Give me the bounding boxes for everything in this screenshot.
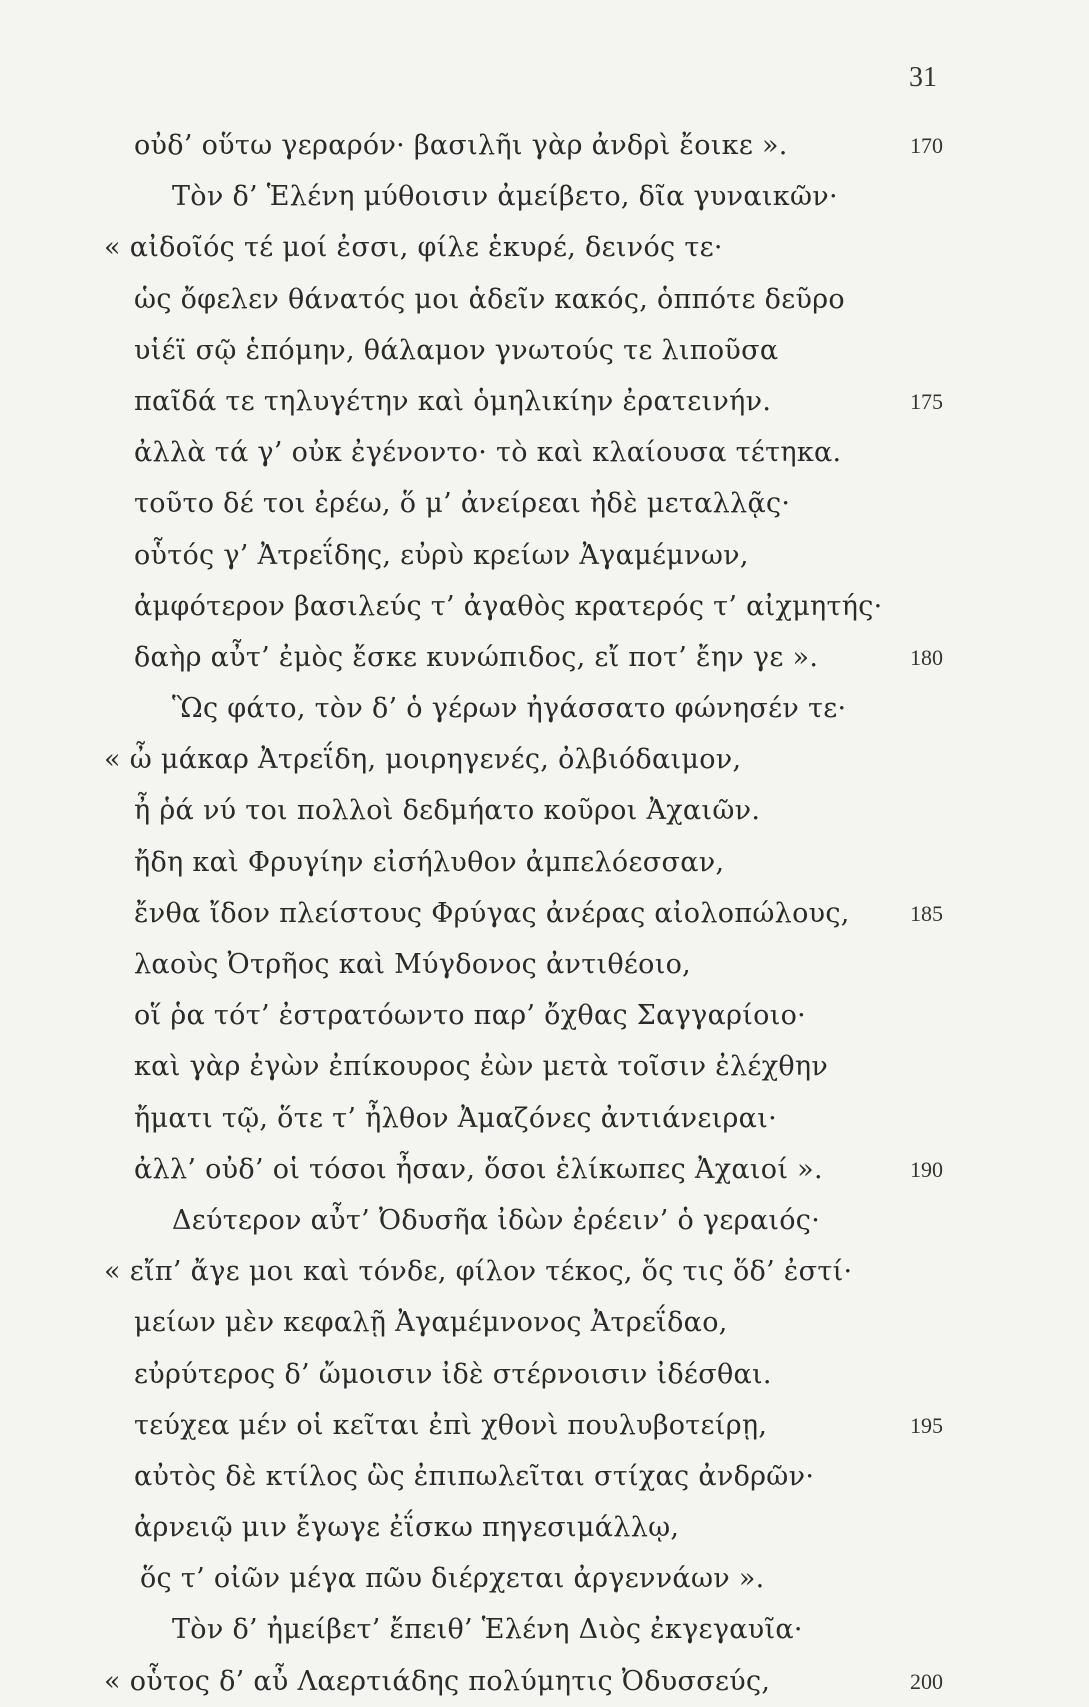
verse-line xyxy=(0,837,1089,888)
verse-line xyxy=(0,1502,1089,1553)
verse-line xyxy=(0,632,1089,683)
verse-line-text: ἀλλ’ οὐδ’ οἱ τόσοι ἦσαν, ὅσοι ἑλίκωπες Ἀχαιοί ». xyxy=(134,1153,823,1185)
verse-line xyxy=(0,1604,1089,1655)
verse-line-number: 170 xyxy=(910,133,943,158)
verse-line-text: ἀμφότερον βασιλεύς τ’ ἀγαθὸς κρατερός τ’ αἰχμητής· xyxy=(134,590,883,622)
verse-line xyxy=(0,683,1089,734)
verse-line xyxy=(0,1400,1089,1451)
verse-line-number: 200 xyxy=(910,1668,943,1694)
verse-line-text: δαὴρ αὖτ’ ἐμὸς ἔσκε κυνώπιδος, εἴ ποτ’ ἔην γε ». xyxy=(134,641,819,673)
verse-line-text: « εἴπ’ ἄγε μοι καὶ τόνδε, φίλον τέκος, ὅς τις ὅδ’ ἐστί· xyxy=(104,1256,853,1288)
verse-line-text: καὶ γὰρ ἐγὼν ἐπίκουρος ἐὼν μετὰ τοῖσιν ἐλέχθην xyxy=(134,1051,829,1083)
verse-line-text: « οὗτος δ’ αὖ Λαερτιάδης πολύμητις Ὀδυσσεύς, xyxy=(104,1665,771,1697)
verse-line xyxy=(0,325,1089,376)
verse-block xyxy=(0,120,1089,1707)
verse-line-text: οἵ ῥα τότ’ ἐστρατόωντο παρ’ ὄχθας Σαγγαρίοιο· xyxy=(134,1000,807,1032)
verse-line xyxy=(0,734,1089,785)
verse-line xyxy=(0,785,1089,836)
verse-line-text: υἱέϊ σῷ ἑπόμην, θάλαμον γνωτούς τε λιποῦσα xyxy=(134,334,779,366)
verse-line xyxy=(0,990,1089,1041)
verse-line-text: Ὣς φάτο, τὸν δ’ ὁ γέρων ἠγάσσατο φώνησέν τε· xyxy=(172,693,847,725)
verse-line xyxy=(0,939,1089,990)
verse-line xyxy=(0,1656,1089,1707)
verse-line-text: ἀλλὰ τά γ’ οὐκ ἐγένοντο· τὸ καὶ κλαίουσα τέτηκα. xyxy=(134,437,842,469)
verse-line xyxy=(0,274,1089,325)
verse-line xyxy=(0,888,1089,939)
verse-line xyxy=(0,1349,1089,1400)
verse-line xyxy=(0,1451,1089,1502)
verse-line-text: λαοὺς Ὀτρῆος καὶ Μύγδονος ἀντιθέοιο, xyxy=(134,949,692,980)
verse-line-text: Τὸν δ’ ἠμείβετ’ ἔπειθ’ Ἑλένη Διὸς ἐκγεγαυῖα· xyxy=(172,1614,803,1646)
verse-line xyxy=(0,120,1089,171)
verse-line-number: 175 xyxy=(910,388,943,414)
verse-line-text: ἤδη καὶ Φρυγίην εἰσήλυθον ἀμπελόεσσαν, xyxy=(134,846,725,878)
verse-line xyxy=(0,171,1089,222)
page-number: 31 xyxy=(909,62,937,93)
verse-line-text: εὐρύτερος δ’ ὤμοισιν ἰδὲ στέρνοισιν ἰδέσθαι. xyxy=(134,1358,772,1390)
verse-line-text: ἦ ῥά νύ τοι πολλοὶ δεδμήατο κοῦροι Ἀχαιῶν. xyxy=(134,795,761,827)
verse-line xyxy=(0,1195,1089,1246)
verse-line xyxy=(0,530,1089,581)
verse-line-number: 190 xyxy=(910,1156,943,1182)
verse-line xyxy=(0,478,1089,529)
verse-line-text: τεύχεα μέν οἱ κεῖται ἐπὶ χθονὶ πουλυβοτείρῃ, xyxy=(134,1409,768,1441)
verse-line-text: « ὦ μάκαρ Ἀτρεΐδη, μοιρηγενές, ὀλβιόδαιμον, xyxy=(104,744,742,776)
verse-line xyxy=(0,1093,1089,1144)
verse-line-number: 185 xyxy=(910,900,943,926)
verse-line-text: οὗτός γ’ Ἀτρεΐδης, εὐρὺ κρείων Ἀγαμέμνων, xyxy=(134,539,749,571)
verse-line xyxy=(0,1041,1089,1092)
verse-line-text: ἔνθα ἴδον πλείστους Φρύγας ἀνέρας αἰολοπώλους, xyxy=(134,897,850,929)
verse-line xyxy=(0,581,1089,632)
verse-line xyxy=(0,1246,1089,1297)
verse-line xyxy=(0,376,1089,427)
verse-line-text: ἤματι τῷ, ὅτε τ’ ἦλθον Ἀμαζόνες ἀντιάνειραι· xyxy=(134,1102,777,1134)
verse-line-text: αὐτὸς δὲ κτίλος ὣς ἐπιπωλεῖται στίχας ἀνδρῶν· xyxy=(134,1460,815,1492)
verse-line xyxy=(0,427,1089,478)
verse-line-text: « αἰδοῖός τέ μοί ἐσσι, φίλε ἑκυρέ, δεινός τε· xyxy=(104,232,723,264)
verse-line-text: μείων μὲν κεφαλῇ Ἀγαμέμνονος Ἀτρεΐδαο, xyxy=(134,1307,728,1339)
verse-line-text: Τὸν δ’ Ἑλένη μύθοισιν ἀμείβετο, δῖα γυναικῶν· xyxy=(172,181,838,213)
verse-line-number: 180 xyxy=(910,644,943,670)
verse-line-text: ἀρνειῷ μιν ἔγωγε ἐΐσκω πηγεσιμάλλῳ, xyxy=(134,1512,680,1544)
verse-line-text: Δεύτερον αὖτ’ Ὀδυσῆα ἰδὼν ἐρέειν’ ὁ γεραιός· xyxy=(172,1204,821,1236)
verse-line-text: ὡς ὄφελεν θάνατός μοι ἁδεῖν κακός, ὁππότε δεῦρο xyxy=(134,283,845,315)
verse-line xyxy=(0,1144,1089,1195)
verse-line-text: οὐδ’ οὕτω γεραρόν· βασιλῆι γὰρ ἀνδρὶ ἔοικε ». xyxy=(134,130,788,161)
verse-line-number: 195 xyxy=(910,1412,943,1438)
verse-line xyxy=(0,1297,1089,1348)
verse-line-text: ὅς τ’ οἰῶν μέγα πῶυ διέρχεται ἀργεννάων ». xyxy=(140,1563,765,1595)
verse-line-text: τοῦτο δέ τοι ἐρέω, ὅ μ’ ἀνείρεαι ἠδὲ μεταλλᾷς· xyxy=(134,488,791,520)
verse-line-text: παῖδά τε τηλυγέτην καὶ ὁμηλικίην ἐρατεινήν. xyxy=(134,385,772,417)
verse-line xyxy=(0,222,1089,273)
verse-line xyxy=(0,1553,1089,1604)
